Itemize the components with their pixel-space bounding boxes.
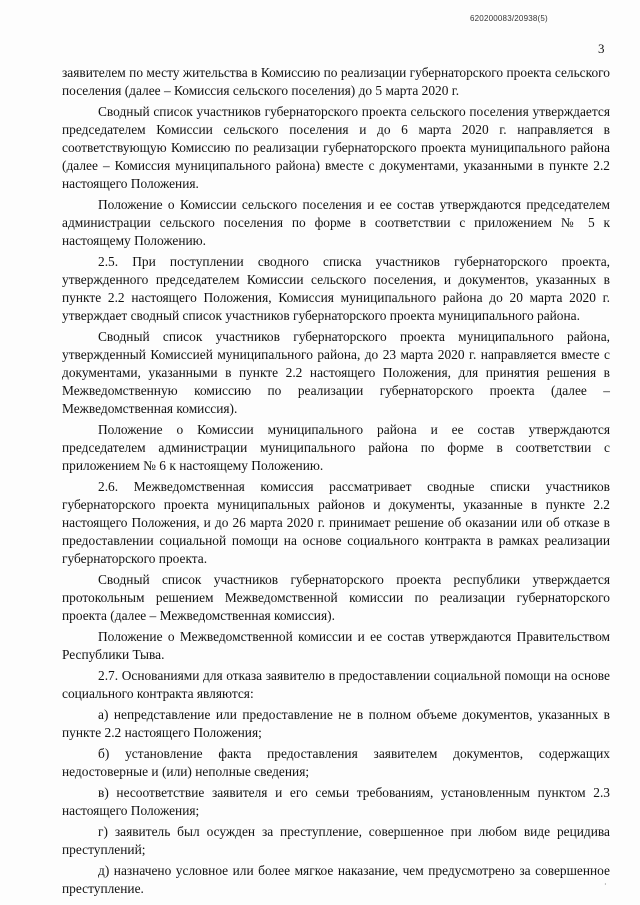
- paragraph: Положение о Межведомственной комиссии и ее состав утверждаются Правительством Республики Тыва.: [62, 629, 610, 662]
- list-item-b: б) установление факта предоставления заявителем документов, содержащих недостоверные и (или) неполные сведения;: [62, 746, 610, 779]
- list-item-g: г) заявитель был осужден за преступление, совершенное при любом виде рецидива преступлений;: [62, 824, 610, 857]
- document-body: [62, 64, 610, 898]
- paragraph: Положение о Комиссии муниципального района и ее состав утверждаются председателем администрации муниципального района по форме в соответствии с приложением № 6 к настоящему Положению.: [62, 422, 610, 473]
- clause-2-7: 2.7. Основаниями для отказа заявителю в предоставлении социальной помощи на основе социального контракта являются:: [62, 668, 610, 701]
- list-item-a: а) непредставление или предоставление не в полном объеме документов, указанных в пункте 2.2 настоящего Положения;: [62, 707, 610, 740]
- clause-2-6: 2.6. Межведомственная комиссия рассматривает сводные списки участников губернаторского проекта муниципальных районов и документы, указанные в пункте 2.2 настоящего Положения, и до 26 марта 2020 г. принимает решение об оказании или об отказе в предоставлении социальной помощи на основе социального контракта в рамках реализации губернаторского проекта.: [62, 479, 610, 566]
- paragraph: Сводный список участников губернаторского проекта республики утверждается протокольным решением Межведомственной комиссии по реализации губернаторского проекта (далее – Межведомственная комиссия).: [62, 572, 610, 623]
- footer-mark: ·: [604, 880, 607, 889]
- page-number: 3: [598, 41, 605, 56]
- list-item-v: в) несоответствие заявителя и его семьи требованиям, установленным пунктом 2.3 настоящего Положения;: [62, 785, 610, 818]
- paragraph: Положение о Комиссии сельского поселения и ее состав утверждаются председателем администрации сельского поселения по форме в соответствии с приложением № 5 к настоящему Положению.: [62, 197, 610, 248]
- paragraph: Сводный список участников губернаторского проекта сельского поселения утверждается председателем Комиссии сельского поселения и до 6 марта 2020 г. направляется в соответствующую Комиссию по реализации губернаторского проекта муниципального района (далее – Комиссия муниципального района) вместе с документами, указанными в пункте 2.2 настоящего Положения.: [62, 104, 610, 191]
- clause-2-5: 2.5. При поступлении сводного списка участников губернаторского проекта, утвержденного председателем Комиссии сельского поселения, и документов, указанных в пункте 2.2 настоящего Положения, Комиссия муниципального района до 20 марта 2020 г. утверждает сводный список участников губернаторского проекта муниципального района.: [62, 254, 610, 323]
- paragraph-continuation: заявителем по месту жительства в Комиссию по реализации губернаторского проекта сельского поселения (далее – Комиссия сельского поселения) до 5 марта 2020 г.: [62, 65, 610, 98]
- list-item-d: д) назначено условное или более мягкое наказание, чем предусмотрено за совершенное преступление.: [62, 863, 610, 896]
- document-id: 620200083/20938(5): [470, 14, 548, 23]
- paragraph: Сводный список участников губернаторского проекта муниципального района, утвержденный Комиссией муниципального района, до 23 марта 2020 г. направляется вместе с документами, указанными в пункте 2.2 настоящего Положения, для принятия решения в Межведомственную комиссию по реализации губернаторского проекта (далее – Межведомственная комиссия).: [62, 329, 610, 416]
